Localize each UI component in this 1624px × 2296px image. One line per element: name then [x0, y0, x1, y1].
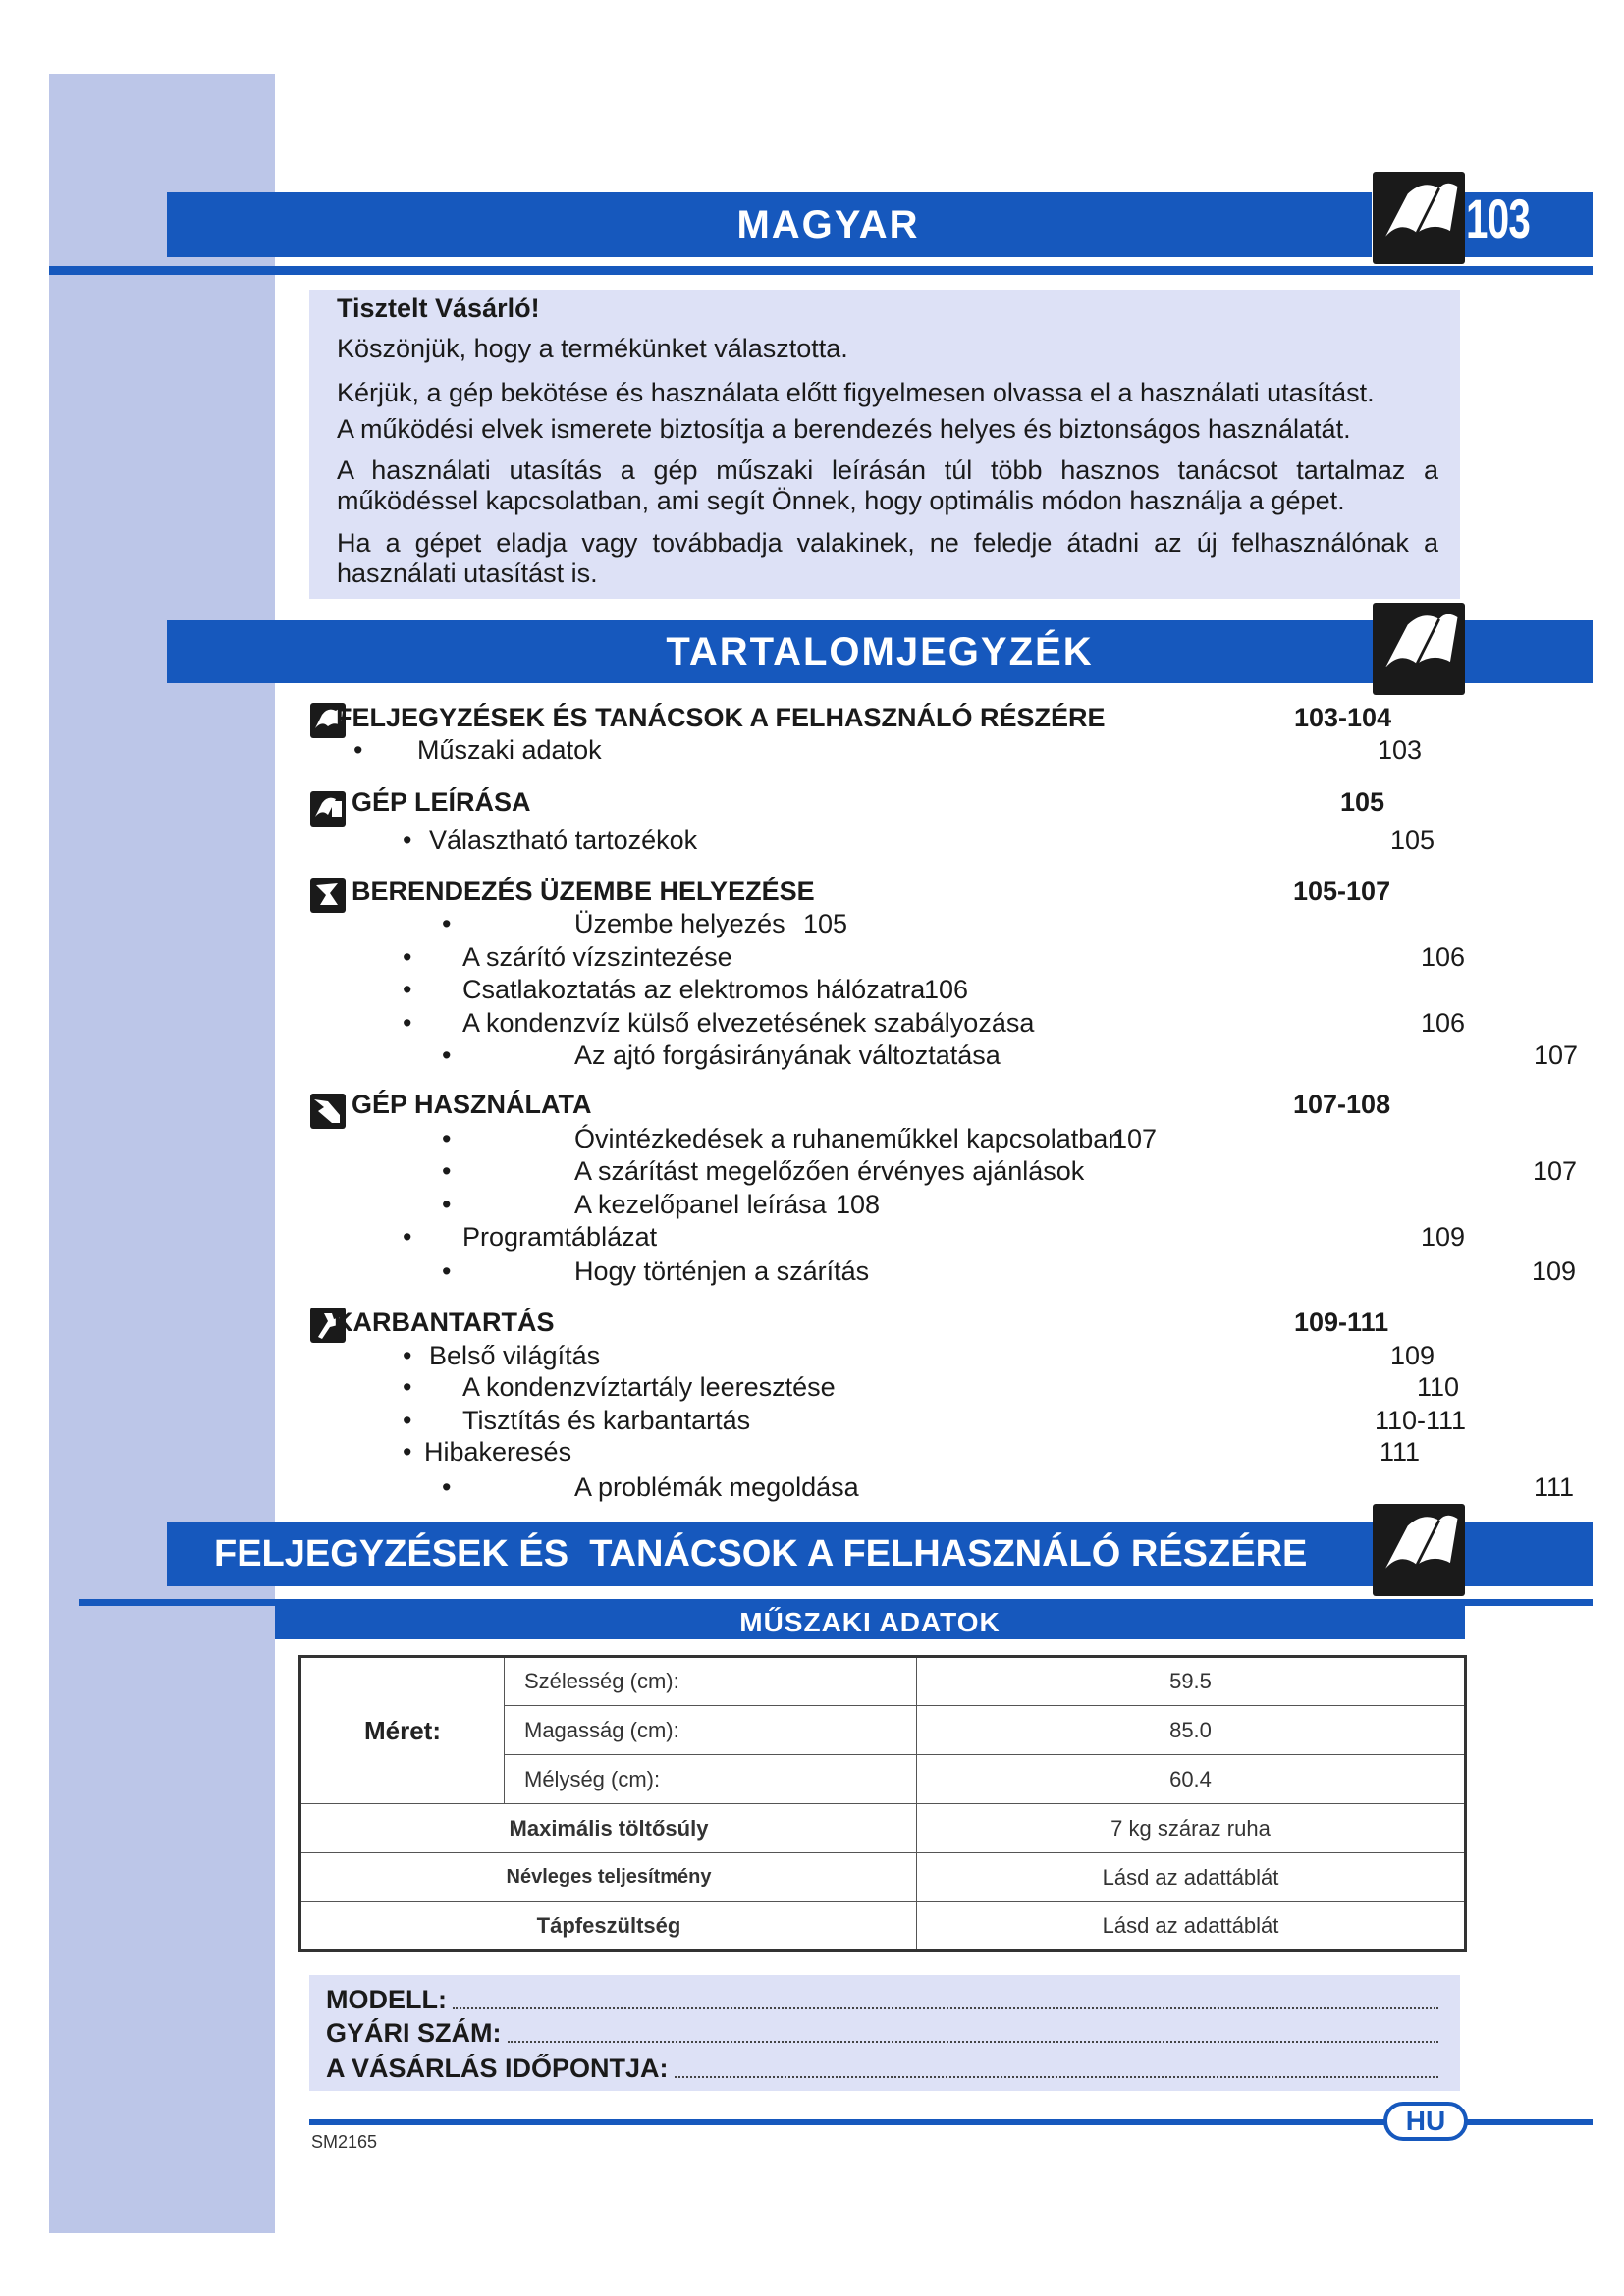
size-group-label: Méret:: [300, 1657, 505, 1804]
intro-paragraph: A működési elvek ismerete biztosítja a berendezés helyes és biztonságos használatát.: [337, 414, 1351, 444]
spec-value: 7 kg száraz ruha: [917, 1804, 1466, 1853]
spec-value: 85.0: [917, 1706, 1466, 1755]
toc-item-label[interactable]: A kondenzvíz külső elvezetésének szabályozása: [462, 1008, 1035, 1038]
toc-item-label[interactable]: Üzembe helyezés: [574, 909, 785, 938]
toc-section-title[interactable]: FELJEGYZÉSEK ÉS TANÁCSOK A FELHASZNÁLÓ RÉSZÉRE: [336, 703, 1106, 732]
model-dotted-line[interactable]: [453, 2006, 1438, 2009]
book-icon: [1373, 172, 1465, 264]
toc-item-page: 103: [1378, 735, 1423, 765]
intro-panel: [309, 290, 1460, 599]
language-title: MAGYAR: [736, 202, 920, 246]
toc-section-title[interactable]: GÉP HASZNÁLATA: [352, 1090, 592, 1119]
toc-item-page: 106: [1421, 1008, 1466, 1038]
toc-item-label[interactable]: A szárítást megelőzően érvényes ajánlások: [574, 1156, 1085, 1186]
toc-item-label[interactable]: Belső világítás: [429, 1341, 601, 1370]
toc-bullet: •: [403, 975, 412, 1004]
toc-title: TARTALOMJEGYZÉK: [666, 629, 1094, 673]
spec-label: Magasság (cm):: [505, 1706, 917, 1755]
intro-paragraph: Ha a gépet eladja vagy továbbadja valakinek, ne feledje átadni az új felhasználónak a használati utasítást is.: [337, 528, 1438, 588]
toc-section-pages: 105: [1340, 787, 1385, 817]
toc-item-page: 105: [803, 909, 848, 938]
toc-bullet: •: [442, 909, 452, 938]
model-field[interactable]: [326, 1985, 1438, 2015]
toc-bullet: •: [442, 1124, 452, 1153]
usage-icon: [310, 1094, 346, 1129]
spec-value: 60.4: [917, 1755, 1466, 1804]
spec-label: Maximális töltősúly: [300, 1804, 917, 1853]
purchase-date-dotted-line[interactable]: [675, 2075, 1438, 2078]
left-sidebar-band: [49, 74, 275, 2233]
intro-paragraph: Köszönjük, hogy a termékünket választotta.: [337, 334, 848, 363]
toc-item-page: 106: [924, 975, 969, 1004]
toc-bullet: •: [403, 1341, 412, 1370]
toc-item-label[interactable]: Tisztítás és karbantartás: [462, 1406, 751, 1435]
toc-item-page: 110: [1417, 1372, 1460, 1402]
toc-item-label[interactable]: Az ajtó forgásirányának változtatása: [574, 1041, 1001, 1070]
toc-section-title[interactable]: GÉP LEÍRÁSA: [352, 787, 531, 817]
serial-field[interactable]: [326, 2018, 1438, 2049]
country-code: HU: [1405, 2106, 1446, 2136]
toc-bullet: •: [403, 942, 412, 972]
toc-item-page: 109: [1390, 1341, 1435, 1370]
book-icon: [1373, 603, 1465, 695]
specs-subheader-bar: [275, 1606, 1465, 1639]
header-underline: [49, 266, 1593, 275]
spec-label: Szélesség (cm):: [505, 1657, 917, 1706]
toc-item-label[interactable]: Választható tartozékok: [429, 826, 698, 855]
spec-value: Lásd az adattáblát: [917, 1853, 1466, 1902]
page-number: 103: [1466, 187, 1531, 249]
toc-section-pages: 103-104: [1294, 703, 1392, 732]
toc-item-page: 107: [1534, 1041, 1579, 1070]
intro-greeting: Tisztelt Vásárló!: [337, 294, 540, 323]
language-header-bar: [167, 192, 1372, 257]
toc-item-label[interactable]: Hogy történjen a szárítás: [574, 1256, 870, 1286]
serial-dotted-line[interactable]: [508, 2040, 1439, 2043]
toc-bullet: •: [442, 1190, 452, 1219]
toc-item-page: 107: [1533, 1156, 1578, 1186]
document-code: SM2165: [311, 2132, 378, 2152]
toc-item-page: 106: [1421, 942, 1466, 972]
toc-section-pages: 109-111: [1294, 1308, 1389, 1337]
technical-data-table: [298, 1655, 1467, 1952]
toc-item-label[interactable]: Programtáblázat: [462, 1222, 658, 1252]
toc-item-page: 110-111: [1375, 1406, 1467, 1435]
serial-label: GYÁRI SZÁM:: [326, 2018, 502, 2048]
purchase-date-label: A VÁSÁRLÁS IDŐPONTJA:: [326, 2054, 669, 2083]
notes-underline: [79, 1599, 1593, 1606]
model-label: MODELL:: [326, 1985, 447, 2014]
toc-section-pages: 105-107: [1293, 877, 1391, 906]
toc-section-title[interactable]: KARBANTARTÁS: [334, 1308, 555, 1337]
toc-bullet: •: [353, 735, 363, 765]
country-badge: [1383, 2102, 1468, 2141]
toc-bullet: •: [442, 1256, 452, 1286]
toc-bullet: •: [442, 1041, 452, 1070]
specs-subtitle: MŰSZAKI ADATOK: [739, 1607, 1001, 1637]
intro-paragraph: A használati utasítás a gép műszaki leírásán túl több hasznos tanácsot tartalmaz a működéssel kapcsolatban, ami segít Önnek, hogy optimális módon használja a gépet.: [337, 455, 1438, 515]
toc-section-title[interactable]: BERENDEZÉS ÜZEMBE HELYEZÉSE: [352, 877, 815, 906]
toc-item-page: 107: [1112, 1124, 1158, 1153]
spec-value: Lásd az adattáblát: [917, 1902, 1466, 1951]
toc-item-page: 109: [1532, 1256, 1577, 1286]
spec-label: Névleges teljesítmény: [300, 1853, 917, 1902]
toc-bullet: •: [403, 1222, 412, 1252]
product-info-form: [309, 1975, 1460, 2091]
toc-item-page: 105: [1390, 826, 1435, 855]
toc-item-page: 108: [836, 1190, 881, 1219]
toc-bullet: •: [403, 1372, 412, 1402]
toc-bullet: •: [442, 1472, 452, 1502]
notes-title: FELJEGYZÉSEK ÉS TANÁCSOK A FELHASZNÁLÓ RÉSZÉRE: [214, 1532, 1308, 1575]
spec-label: Tápfeszültség: [300, 1902, 917, 1951]
toc-item-label[interactable]: A szárító vízszintezése: [462, 942, 732, 972]
toc-item-label[interactable]: Műszaki adatok: [417, 735, 602, 765]
intro-paragraph: Kérjük, a gép bekötése és használata előtt figyelmesen olvassa el a használati utasítást.: [337, 378, 1375, 407]
toc-item-label[interactable]: Óvintézkedések a ruhaneműkkel kapcsolatban: [574, 1124, 1123, 1153]
installation-icon: [310, 878, 346, 913]
toc-item-page: 111: [1380, 1437, 1421, 1467]
toc-section-pages: 107-108: [1293, 1090, 1391, 1119]
toc-bullet: •: [403, 826, 412, 855]
toc-item-label[interactable]: Hibakeresés: [424, 1437, 572, 1467]
spec-label: Mélység (cm):: [505, 1755, 917, 1804]
toc-bullet: •: [403, 1406, 412, 1435]
toc-item-label[interactable]: Csatlakoztatás az elektromos hálózatra: [462, 975, 926, 1004]
machine-description-icon: [310, 791, 346, 827]
toc-bullet: •: [442, 1156, 452, 1186]
purchase-date-field[interactable]: [326, 2054, 1438, 2084]
spec-value: 59.5: [917, 1657, 1466, 1706]
book-icon: [1373, 1504, 1465, 1596]
toc-item-page: 111: [1534, 1472, 1575, 1502]
toc-item-label[interactable]: A kezelőpanel leírása: [574, 1190, 827, 1219]
toc-item-label[interactable]: A kondenzvíztartály leeresztése: [462, 1372, 836, 1402]
toc-item-label[interactable]: A problémák megoldása: [574, 1472, 859, 1502]
toc-bullet: •: [403, 1008, 412, 1038]
toc-item-page: 109: [1421, 1222, 1466, 1252]
toc-bullet: •: [403, 1437, 412, 1467]
